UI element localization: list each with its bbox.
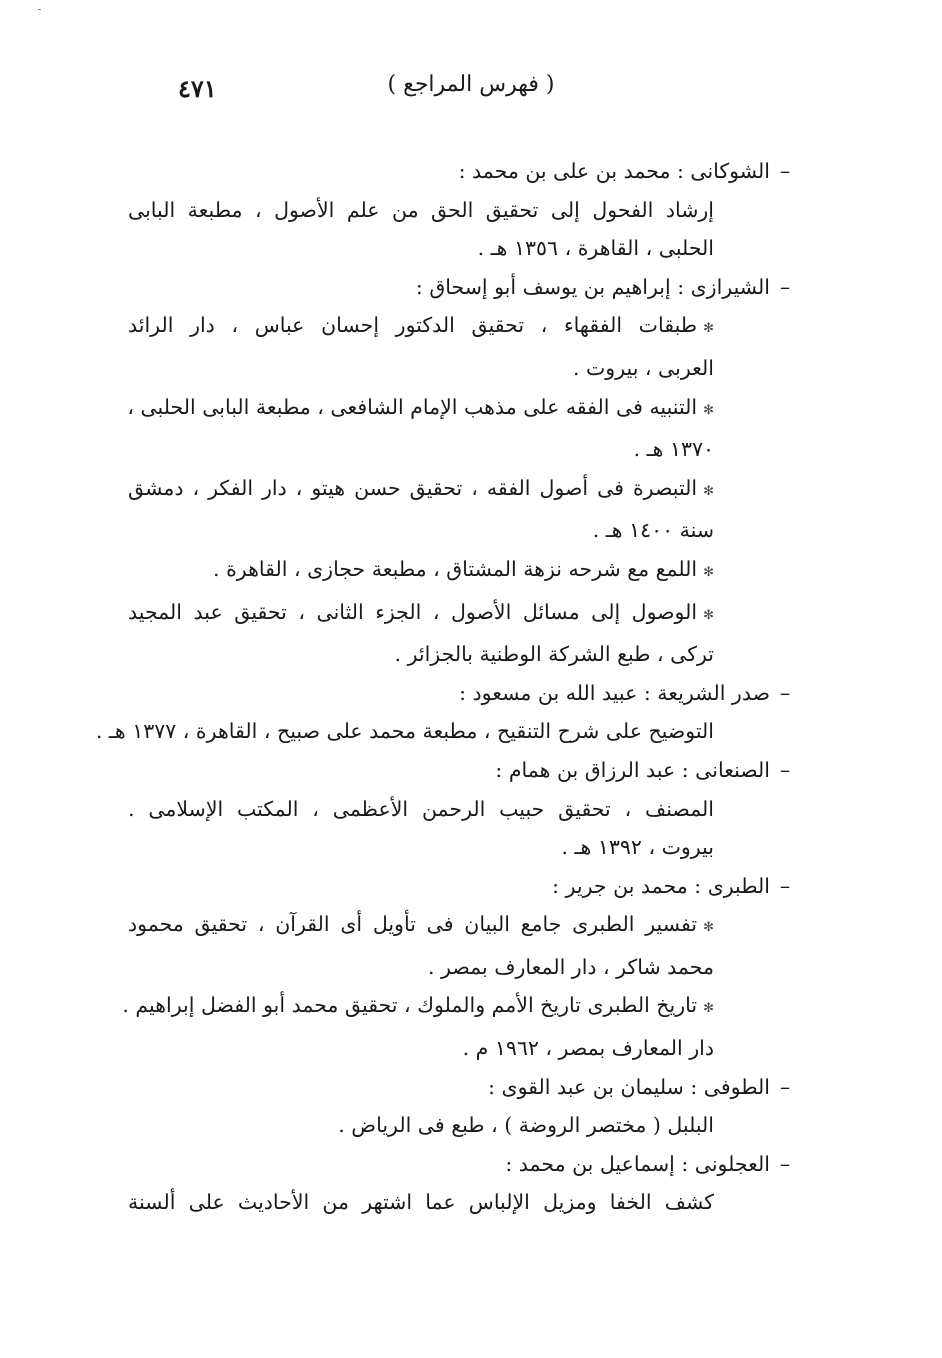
work-text: طبقات الفقهاء ، تحقيق الدكتور إحسان عباس ، دار الرائد (128, 313, 698, 338)
work-text: كشف الخفا ومزيل الإلباس عما اشتهر من الأحاديث على ألسنة (128, 1190, 714, 1215)
work-continuation: محمد شاكر ، دار المعارف بمصر . (428, 954, 714, 979)
page-header (130, 72, 812, 112)
work-title (128, 469, 800, 512)
dash-marker: – (779, 1074, 791, 1099)
asterisk-bullet-icon: ✻ (703, 920, 714, 936)
stray-print-mark: ـ (38, 2, 41, 13)
running-title: ( فهرس المراجع ) (387, 72, 555, 97)
work-continuation: سنة ١٤٠٠ هـ . (592, 518, 714, 543)
author-heading (128, 867, 800, 906)
author-heading (128, 1145, 800, 1184)
work-text: الوصول إلى مسائل الأصول ، الجزء الثانى ، تحقيق عبد المجيد (128, 599, 698, 624)
page-number: ٤٧١ (178, 74, 217, 103)
author-heading (128, 751, 800, 790)
author-name: صدر الشريعة : عبيد الله بن مسعود : (459, 680, 770, 705)
dash-marker: – (779, 1151, 791, 1176)
work-text: إرشاد الفحول إلى تحقيق الحق من علم الأصول ، مطبعة البابى (128, 197, 714, 222)
asterisk-bullet-icon: ✻ (703, 564, 714, 580)
author-name: الشيرازى : إبراهيم بن يوسف أبو إسحاق : (415, 274, 770, 299)
asterisk-bullet-icon: ✻ (703, 1001, 714, 1017)
work-title (128, 388, 800, 431)
author-name: الطبرى : محمد بن جرير : (552, 873, 770, 898)
author-name: الطوفى : سليمان بن عبد القوى : (488, 1074, 770, 1099)
work-continuation: بيروت ، ١٣٩٢ هـ . (561, 835, 714, 860)
author-heading (128, 268, 800, 307)
author-name: العجلونى : إسماعيل بن محمد : (505, 1151, 770, 1176)
asterisk-bullet-icon: ✻ (703, 402, 714, 418)
work-text: المصنف ، تحقيق حبيب الرحمن الأعظمى ، المكتب الإسلامى . (128, 796, 714, 821)
work-continuation: الحلبى ، القاهرة ، ١٣٥٦ هـ . (477, 236, 714, 261)
references-list (95, 152, 800, 1222)
asterisk-bullet-icon: ✻ (703, 321, 714, 337)
work-title (128, 191, 800, 230)
work-title (128, 306, 800, 349)
dash-marker: – (779, 873, 791, 898)
work-title (128, 905, 800, 948)
author-heading (128, 152, 800, 191)
work-continuation: دار المعارف بمصر ، ١٩٦٢ م . (462, 1036, 714, 1061)
author-heading (128, 674, 800, 713)
work-continuation: العربى ، بيروت . (572, 355, 714, 380)
work-title (128, 1106, 800, 1145)
dash-marker: – (779, 680, 791, 705)
work-continuation: تركى ، طبع الشركة الوطنية بالجزائر . (394, 642, 714, 667)
dash-marker: – (779, 274, 791, 299)
work-title (128, 790, 800, 829)
author-name: الشوكانى : محمد بن على بن محمد : (458, 159, 770, 183)
author-name: الصنعانى : عبد الرزاق بن همام : (495, 757, 770, 782)
dash-marker: – (779, 757, 791, 782)
work-title (128, 1183, 800, 1222)
work-text: البلبل ( مختصر الروضة ) ، طبع فى الرياض . (338, 1113, 714, 1138)
work-text: تاريخ الطبرى تاريخ الأمم والملوك ، تحقيق محمد أبو الفضل إبراهيم . (122, 993, 698, 1018)
work-text: التنبيه فى الفقه على مذهب الإمام الشافعى ، مطبعة البابى الحلبى ، (127, 394, 698, 419)
dash-marker: – (779, 159, 791, 183)
work-title (128, 593, 800, 636)
author-heading (128, 1068, 800, 1107)
work-text: التوضيح على شرح التنقيح ، مطبعة محمد على صبيح ، القاهرة ، ١٣٧٧ هـ . (95, 719, 714, 744)
work-title (128, 550, 800, 593)
asterisk-bullet-icon: ✻ (703, 607, 714, 623)
work-title (122, 986, 800, 1029)
work-title (95, 712, 800, 751)
work-continuation: ١٣٧٠ هـ . (633, 437, 714, 462)
work-text: تفسير الطبرى جامع البيان فى تأويل أى القرآن ، تحقيق محمود (128, 912, 698, 937)
asterisk-bullet-icon: ✻ (703, 483, 714, 499)
work-text: اللمع مع شرحه نزهة المشتاق ، مطبعة حجازى ، القاهرة . (213, 556, 698, 581)
work-text: التبصرة فى أصول الفقه ، تحقيق حسن هيتو ، دار الفكر ، دمشق (128, 475, 698, 500)
